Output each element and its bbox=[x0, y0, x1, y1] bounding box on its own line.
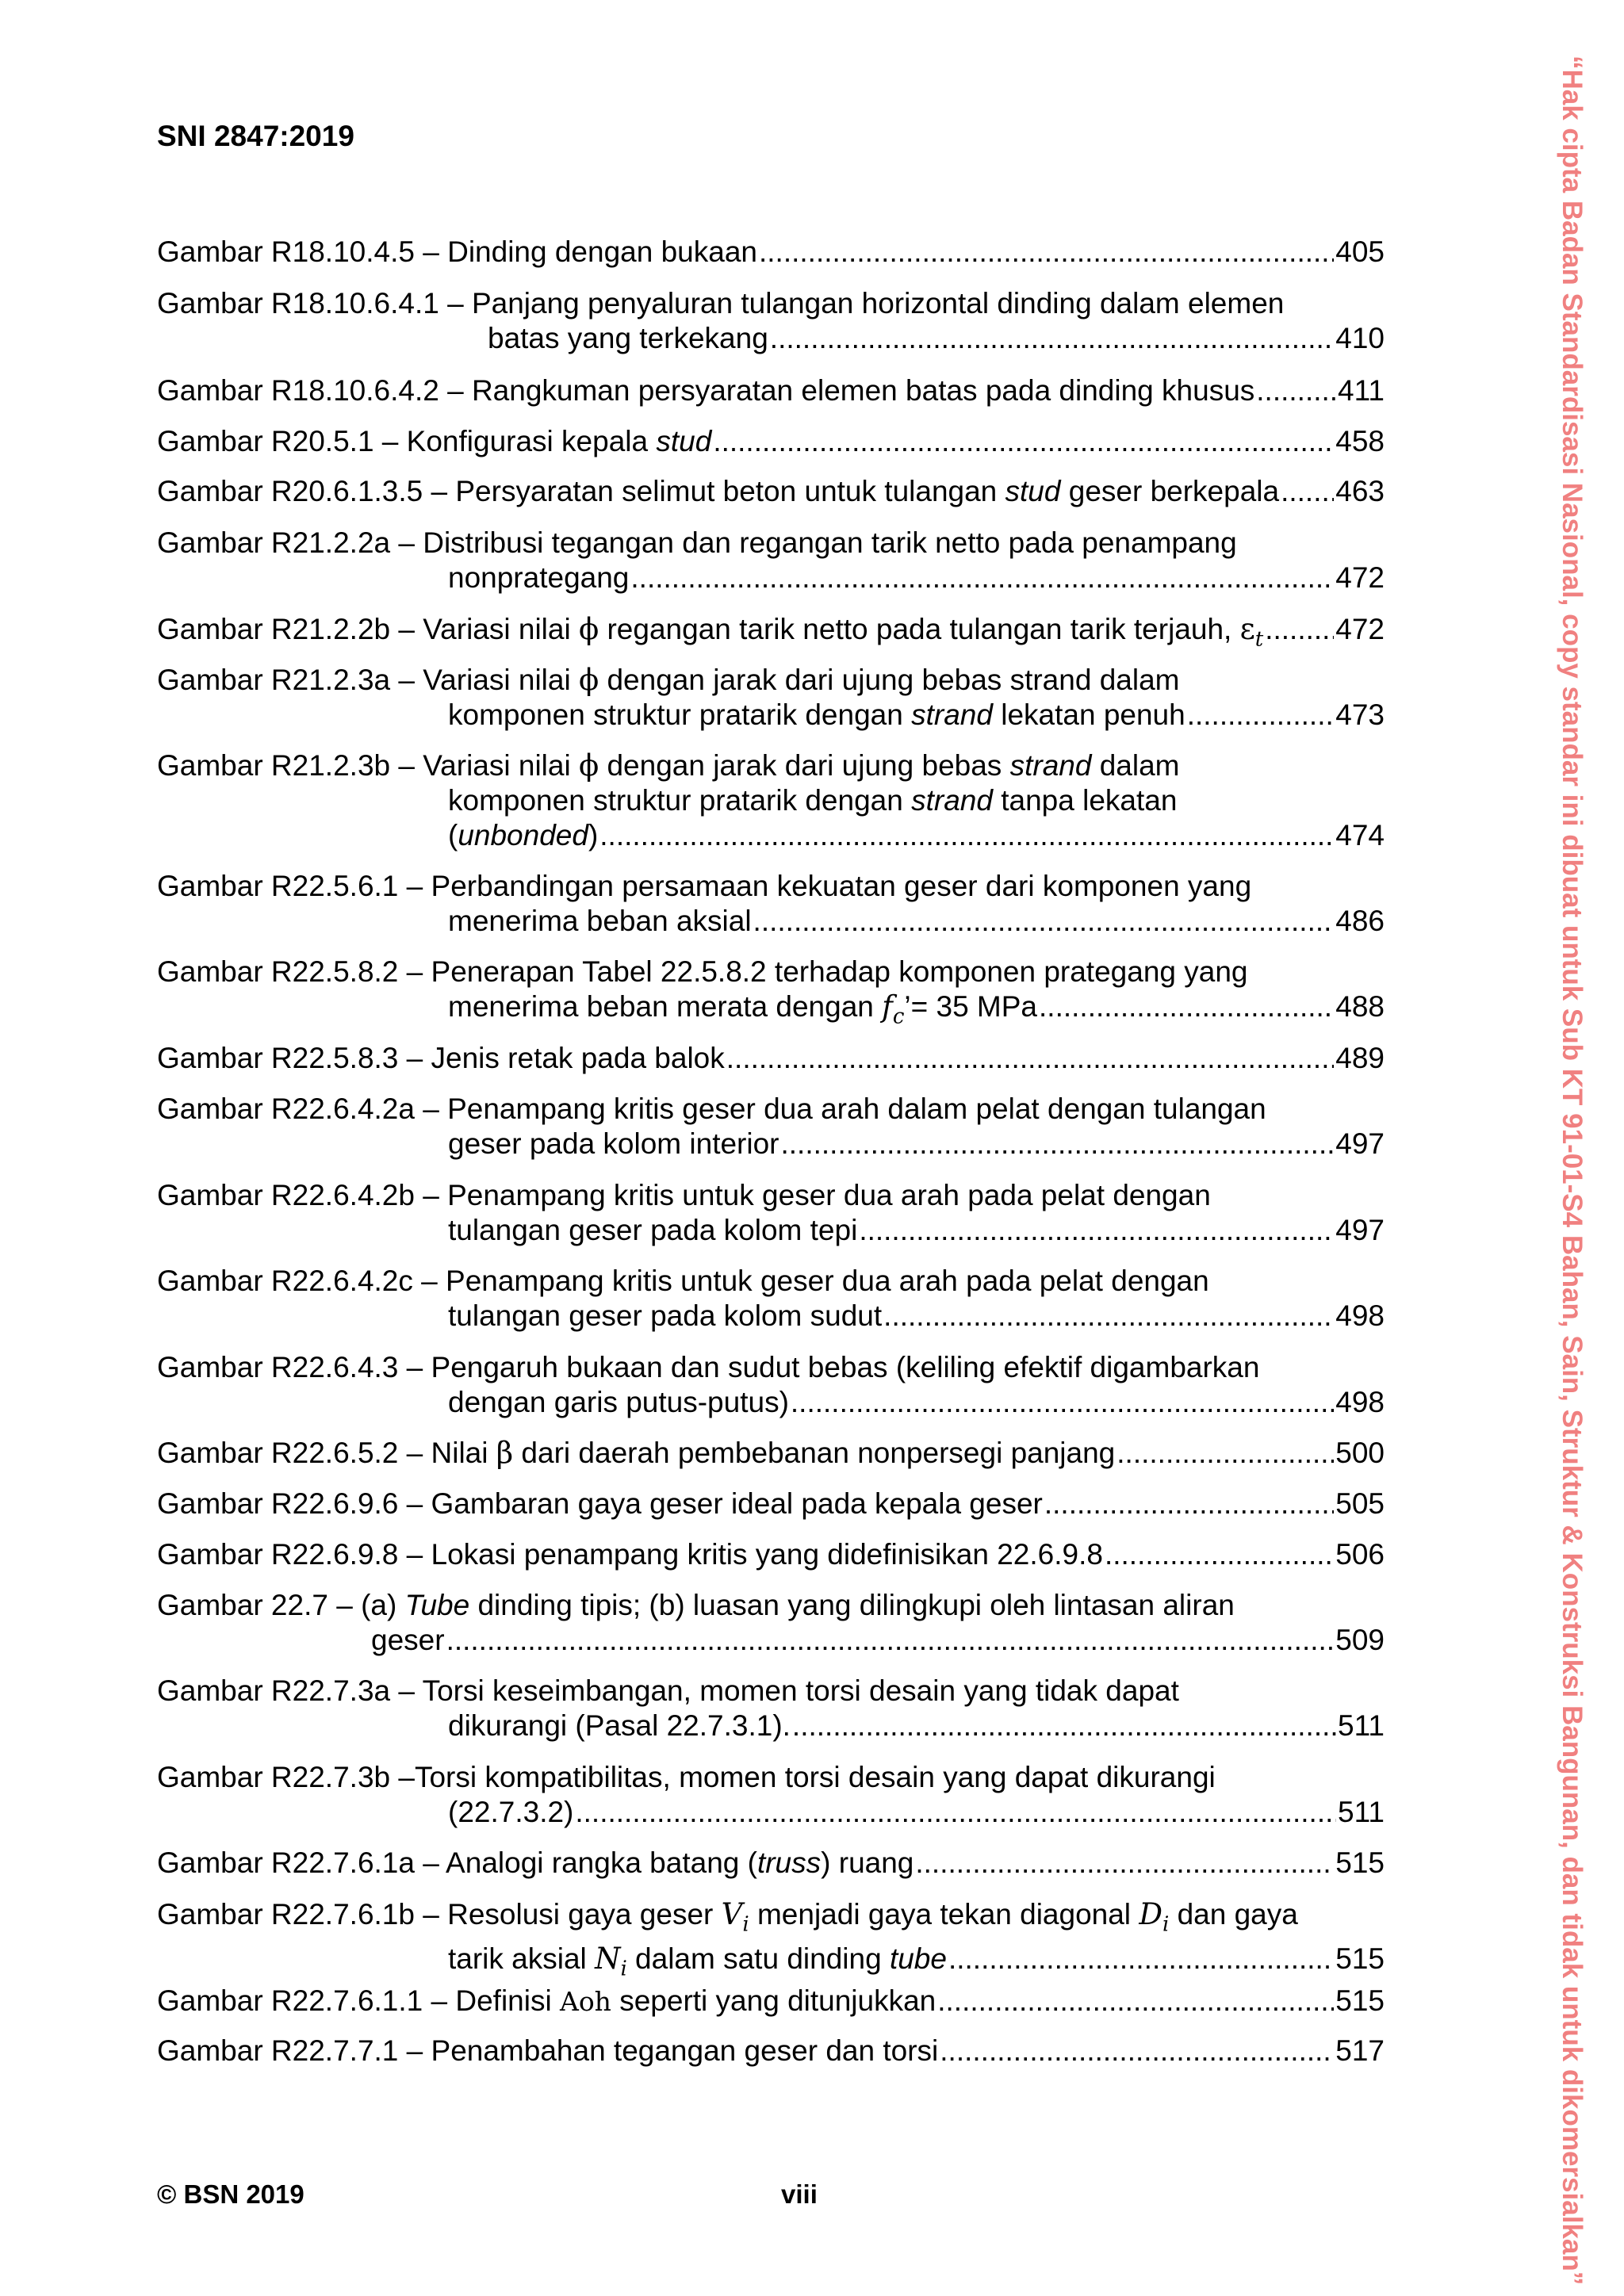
toc-entry-title-cont bbox=[448, 698, 1185, 733]
toc-entry-page: 474 bbox=[1335, 819, 1385, 851]
toc-entry-line bbox=[157, 818, 1385, 853]
toc-entry[interactable] bbox=[157, 1897, 1385, 1987]
toc-entry-line bbox=[157, 1942, 1385, 1986]
toc-entry-line bbox=[157, 612, 1385, 656]
title-part: menerima beban merata dengan bbox=[448, 990, 883, 1023]
title-part: dengan jarak dari ujung bebas strand dalam bbox=[599, 664, 1180, 696]
toc-entry-page: 511 bbox=[1338, 1796, 1385, 1828]
title-part: ) bbox=[588, 819, 599, 851]
toc-entry-line bbox=[157, 474, 1385, 509]
dot-leader bbox=[599, 818, 1334, 853]
toc-entry-title bbox=[157, 1846, 914, 1881]
toc-entry-title-line1: Gambar R22.5.8.2 – Penerapan Tabel 22.5.8.2 terhadap komponen prategang yang bbox=[157, 955, 1248, 988]
toc-entry[interactable] bbox=[157, 1436, 1385, 1471]
title-part: Gambar R21.2.3b – Variasi nilai bbox=[157, 749, 579, 782]
toc-entry[interactable] bbox=[157, 1760, 1385, 1830]
toc-entry[interactable] bbox=[157, 424, 1385, 459]
title-part: seperti yang ditunjukkan bbox=[611, 1984, 936, 2017]
title-part: regangan tarik netto pada tulangan tarik terjauh, bbox=[599, 613, 1240, 645]
toc-entry-page: 486 bbox=[1335, 905, 1385, 937]
toc-entry-title-cont: menerima beban aksial bbox=[448, 905, 752, 937]
title-italic: unbonded bbox=[458, 819, 588, 851]
toc-entry-line bbox=[157, 1213, 1385, 1248]
toc-entry-line bbox=[157, 1487, 1385, 1521]
dot-leader bbox=[791, 1385, 1334, 1420]
toc-entry-title-line1: Gambar R22.7.3a – Torsi keseimbangan, momen torsi desain yang tidak dapat bbox=[157, 1674, 1179, 1707]
toc-entry-line bbox=[157, 1846, 1385, 1881]
toc-entry-line bbox=[157, 424, 1385, 459]
title-italic: strand bbox=[1009, 749, 1092, 782]
toc-entry-title-cont: geser bbox=[371, 1624, 445, 1656]
toc-entry[interactable] bbox=[157, 1041, 1385, 1076]
dot-leader bbox=[1116, 1436, 1334, 1471]
title-italic: tube bbox=[889, 1942, 947, 1976]
title-part: Gambar R22.6.5.2 – Nilai bbox=[157, 1437, 496, 1469]
toc-entry-page: 472 bbox=[1335, 561, 1385, 594]
toc-entry-page: 498 bbox=[1335, 1299, 1385, 1332]
toc-entry-title-line1 bbox=[157, 1897, 1385, 1942]
toc-entry-line bbox=[157, 989, 1385, 1034]
title-part: Gambar R21.2.3a – Variasi nilai bbox=[157, 664, 579, 696]
toc-entry-title-cont bbox=[448, 818, 598, 853]
toc-entry[interactable] bbox=[157, 1264, 1385, 1334]
title-part: menjadi gaya tekan diagonal bbox=[749, 1898, 1139, 1931]
title-part: dengan jarak dari ujung bebas bbox=[599, 749, 1010, 782]
toc-entry[interactable] bbox=[157, 748, 1385, 853]
footer-page-number: viii bbox=[781, 2179, 818, 2209]
toc-entry-title-cont: geser pada kolom interior bbox=[448, 1127, 779, 1160]
toc-entry-line bbox=[157, 561, 1385, 595]
toc-entry[interactable] bbox=[157, 235, 1385, 270]
toc-entry-title bbox=[157, 1436, 1115, 1471]
toc-entry-title-cont: nonprategang bbox=[448, 561, 630, 594]
toc-entry-line bbox=[157, 1041, 1385, 1076]
title-italic: strand bbox=[911, 784, 993, 817]
toc-entry-line bbox=[157, 373, 1385, 408]
toc-entry-title-line1 bbox=[157, 748, 1385, 783]
title-part: Gambar R22.7.6.1a – Analogi rangka batang ( bbox=[157, 1846, 757, 1879]
title-part: ) ruang bbox=[821, 1846, 914, 1879]
dot-leader bbox=[1105, 1537, 1334, 1572]
title-part: Gambar R22.7.6.1.1 – Definisi bbox=[157, 1984, 560, 2017]
dot-leader bbox=[937, 1984, 1334, 2019]
toc-entry-title-line2 bbox=[157, 783, 1385, 818]
toc-entry[interactable] bbox=[157, 1092, 1385, 1161]
toc-entry-title-cont: tulangan geser pada kolom sudut bbox=[448, 1299, 883, 1332]
toc-entry-line bbox=[157, 1299, 1385, 1334]
toc-entry-page: 410 bbox=[1335, 322, 1385, 354]
title-part: Gambar R21.2.2b – Variasi nilai bbox=[157, 613, 579, 645]
toc-entry-page: 515 bbox=[1335, 1846, 1385, 1879]
title-part: Gambar R22.7.6.1b – Resolusi gaya geser bbox=[157, 1898, 722, 1931]
toc-entry-title-line1: Gambar R22.6.4.2c – Penampang kritis untuk geser dua arah pada pelat dengan bbox=[157, 1265, 1209, 1297]
toc-entry[interactable] bbox=[157, 286, 1385, 356]
toc-entry[interactable] bbox=[157, 1674, 1385, 1743]
title-italic: Tube bbox=[404, 1589, 470, 1621]
toc-entry-title bbox=[157, 424, 711, 459]
toc-entry-page: 511 bbox=[1338, 1709, 1385, 1742]
toc-entry-line bbox=[157, 1436, 1385, 1471]
epsilon-symbol: ε bbox=[1239, 612, 1255, 646]
toc-entry-page: 405 bbox=[1335, 235, 1385, 268]
toc-entry-title-line1: Gambar R22.5.6.1 – Perbandingan persamaan kekuatan geser dari komponen yang bbox=[157, 870, 1252, 902]
toc-entry[interactable] bbox=[157, 2034, 1385, 2068]
ni-symbol: N bbox=[595, 1942, 621, 1976]
phi-symbol: ϕ bbox=[578, 663, 599, 697]
title-italic: strand bbox=[911, 698, 993, 731]
toc-entry-title-cont: dengan garis putus-putus) bbox=[448, 1386, 789, 1418]
toc-entry-page: 515 bbox=[1335, 1942, 1385, 1976]
toc-entry-title-line1: Gambar R22.7.3b –Torsi kompatibilitas, momen torsi desain yang dapat dikurangi bbox=[157, 1761, 1216, 1793]
toc-entry-page: 497 bbox=[1335, 1214, 1385, 1246]
dot-leader bbox=[859, 1213, 1334, 1248]
title-italic: truss bbox=[756, 1846, 822, 1879]
toc-entry-title-line1: Gambar R22.6.4.2b – Penampang kritis untuk geser dua arah pada pelat dengan bbox=[157, 1179, 1211, 1211]
dot-leader bbox=[1256, 373, 1336, 408]
dot-leader bbox=[770, 321, 1334, 356]
toc-entry-line bbox=[157, 1623, 1385, 1658]
toc-entry-page: 497 bbox=[1335, 1127, 1385, 1160]
toc-entry[interactable] bbox=[157, 526, 1385, 595]
toc-entry-title-cont: batas yang terkekang bbox=[488, 322, 768, 354]
toc-entry-title-line1: Gambar R22.6.4.3 – Pengaruh bukaan dan sudut bebas (keliling efektif digambarkan bbox=[157, 1351, 1260, 1383]
toc-entry-line bbox=[157, 904, 1385, 939]
dot-leader bbox=[726, 1041, 1335, 1076]
toc-entry[interactable] bbox=[157, 1846, 1385, 1881]
toc-entry-page: 473 bbox=[1335, 698, 1385, 731]
toc-entry[interactable] bbox=[157, 1487, 1385, 1521]
toc-entry-title bbox=[157, 474, 1279, 509]
dot-leader bbox=[575, 1795, 1336, 1830]
toc-entry-page: 488 bbox=[1335, 990, 1385, 1023]
title-part: Gambar 22.7 – (a) bbox=[157, 1589, 405, 1621]
dot-leader bbox=[781, 1127, 1335, 1161]
title-italic: stud bbox=[656, 425, 712, 457]
dot-leader bbox=[948, 1942, 1334, 1976]
toc-entry[interactable] bbox=[157, 373, 1385, 408]
toc-entry-title: Gambar R18.10.4.5 – Dinding dengan bukaan bbox=[157, 235, 757, 268]
title-part: ’= 35 MPa bbox=[904, 990, 1038, 1023]
toc-entry-title: Gambar R22.5.8.3 – Jenis retak pada balok bbox=[157, 1042, 725, 1074]
toc-entry-line bbox=[157, 1709, 1385, 1743]
dot-leader bbox=[1265, 612, 1334, 647]
footer-copyright: © BSN 2019 bbox=[157, 2179, 304, 2209]
vi-symbol: V bbox=[721, 1897, 743, 1931]
toc-entry-line bbox=[157, 1537, 1385, 1572]
toc-entry-page: 489 bbox=[1335, 1042, 1385, 1074]
dot-leader bbox=[792, 1709, 1336, 1743]
title-part: geser berkepala bbox=[1060, 475, 1280, 507]
toc-entry-page: 517 bbox=[1335, 2034, 1385, 2067]
title-part: dinding tipis; (b) luasan yang dilingkupi oleh lintasan aliran bbox=[469, 1589, 1235, 1621]
aoh-symbol: Aoh bbox=[559, 1986, 611, 2017]
subscript: t bbox=[1254, 627, 1264, 652]
toc-entry-title-line1: Gambar R21.2.2a – Distribusi tegangan dan regangan tarik netto pada penampang bbox=[157, 526, 1237, 559]
di-symbol: D bbox=[1139, 1897, 1162, 1931]
toc-entry[interactable] bbox=[157, 474, 1385, 509]
dot-leader bbox=[915, 1846, 1334, 1881]
toc-entry-line bbox=[157, 1984, 1385, 2019]
toc-entry-page: 515 bbox=[1335, 1984, 1385, 2017]
title-part: ( bbox=[448, 819, 458, 851]
dot-leader bbox=[883, 1299, 1334, 1334]
toc-entry[interactable] bbox=[157, 663, 1385, 733]
dot-leader bbox=[713, 424, 1334, 459]
title-part: Gambar R20.5.1 – Konfigurasi kepala bbox=[157, 425, 657, 457]
toc-entry[interactable] bbox=[157, 869, 1385, 939]
copyright-watermark: “Hak cipta Badan Standardisasi Nasional, copy standar ini dibuat untuk Sub KT 91-01-S4 Bahan, Sain, Struktur & Konstruksi Bangunan, dan tidak untuk dikomersialkan” bbox=[1557, 55, 1588, 2286]
title-italic: stud bbox=[1005, 475, 1061, 507]
toc-entry-page: 498 bbox=[1335, 1386, 1385, 1418]
toc-entry[interactable] bbox=[157, 1588, 1385, 1658]
toc-entry-line bbox=[157, 1385, 1385, 1420]
title-part: dalam bbox=[1091, 749, 1180, 782]
title-part: lekatan penuh bbox=[992, 698, 1185, 731]
subscript: i bbox=[1162, 1912, 1170, 1937]
dot-leader bbox=[630, 561, 1334, 595]
fc-symbol: f bbox=[882, 989, 893, 1024]
subscript: i bbox=[742, 1912, 749, 1937]
toc-entry-page: 458 bbox=[1335, 425, 1385, 457]
toc-entry-title-cont bbox=[448, 989, 1037, 1034]
dot-leader bbox=[1281, 474, 1334, 509]
title-part: tarik aksial bbox=[448, 1942, 596, 1976]
toc-entry[interactable] bbox=[157, 612, 1385, 656]
toc-entry[interactable] bbox=[157, 955, 1385, 1034]
toc-entry-line bbox=[157, 235, 1385, 270]
title-part: dari daerah pembebanan nonpersegi panjang bbox=[513, 1437, 1116, 1469]
toc-entry-page: 411 bbox=[1338, 374, 1385, 407]
dot-leader bbox=[940, 2034, 1334, 2068]
toc-entry-page: 472 bbox=[1335, 613, 1385, 645]
dot-leader bbox=[446, 1623, 1335, 1658]
dot-leader bbox=[1187, 698, 1335, 733]
toc-entry-title-line1 bbox=[157, 663, 1385, 698]
toc-entry-line bbox=[157, 1127, 1385, 1161]
toc-entry-title bbox=[157, 612, 1263, 656]
title-part: komponen struktur pratarik dengan bbox=[448, 784, 912, 817]
toc-entry-page: 509 bbox=[1335, 1624, 1385, 1656]
toc-entry-title-cont bbox=[448, 1942, 947, 1986]
toc-entry[interactable] bbox=[157, 1178, 1385, 1248]
toc-entry-line bbox=[157, 1795, 1385, 1830]
toc-entry-line bbox=[157, 698, 1385, 733]
toc-entry-page: 463 bbox=[1335, 475, 1385, 507]
dot-leader bbox=[1039, 989, 1334, 1024]
toc-entry-title-cont: tulangan geser pada kolom tepi bbox=[448, 1214, 858, 1246]
title-part: Gambar R20.6.1.3.5 – Persyaratan selimut beton untuk tulangan bbox=[157, 475, 1005, 507]
dot-leader bbox=[1044, 1487, 1334, 1521]
toc-entry-page: 506 bbox=[1335, 1538, 1385, 1571]
title-part: dan gaya bbox=[1169, 1898, 1298, 1931]
title-part: tanpa lekatan bbox=[992, 784, 1178, 817]
document-header-standard: SNI 2847:2019 bbox=[157, 120, 354, 152]
dot-leader bbox=[759, 235, 1334, 270]
toc-entry-line bbox=[157, 2034, 1385, 2068]
title-part: dalam satu dinding bbox=[626, 1942, 890, 1976]
beta-symbol: β bbox=[496, 1436, 514, 1470]
toc-entry-title: Gambar R22.6.9.6 – Gambaran gaya geser ideal pada kepala geser bbox=[157, 1487, 1043, 1520]
toc-entry[interactable] bbox=[157, 1984, 1385, 2019]
dot-leader bbox=[753, 904, 1335, 939]
toc-entry[interactable] bbox=[157, 1537, 1385, 1572]
toc-entry-title-line1 bbox=[157, 1588, 1385, 1623]
toc-entry-title: Gambar R22.7.7.1 – Penambahan tegangan geser dan torsi bbox=[157, 2034, 939, 2067]
toc-entry-page: 500 bbox=[1335, 1437, 1385, 1469]
toc-entry-title: Gambar R22.6.9.8 – Lokasi penampang kritis yang didefinisikan 22.6.9.8 bbox=[157, 1538, 1103, 1571]
toc-entry-title-line1: Gambar R18.10.6.4.1 – Panjang penyaluran tulangan horizontal dinding dalam elemen bbox=[157, 287, 1285, 320]
toc-entry-title: Gambar R18.10.6.4.2 – Rangkuman persyaratan elemen batas pada dinding khusus bbox=[157, 374, 1255, 407]
toc-entry-line bbox=[157, 321, 1385, 356]
phi-symbol: ϕ bbox=[578, 748, 599, 783]
phi-symbol: ϕ bbox=[578, 612, 599, 646]
toc-entry-title bbox=[157, 1984, 936, 2019]
toc-entry-page: 505 bbox=[1335, 1487, 1385, 1520]
toc-entry[interactable] bbox=[157, 1350, 1385, 1420]
title-part: komponen struktur pratarik dengan bbox=[448, 698, 912, 731]
toc-entry-title-cont: (22.7.3.2) bbox=[448, 1796, 574, 1828]
toc-entry-title-line1: Gambar R22.6.4.2a – Penampang kritis geser dua arah dalam pelat dengan tulangan bbox=[157, 1093, 1266, 1125]
subscript: i bbox=[620, 1957, 627, 1981]
subscript: c bbox=[892, 1004, 905, 1029]
toc-entry-title-cont: dikurangi (Pasal 22.7.3.1). bbox=[448, 1709, 791, 1742]
